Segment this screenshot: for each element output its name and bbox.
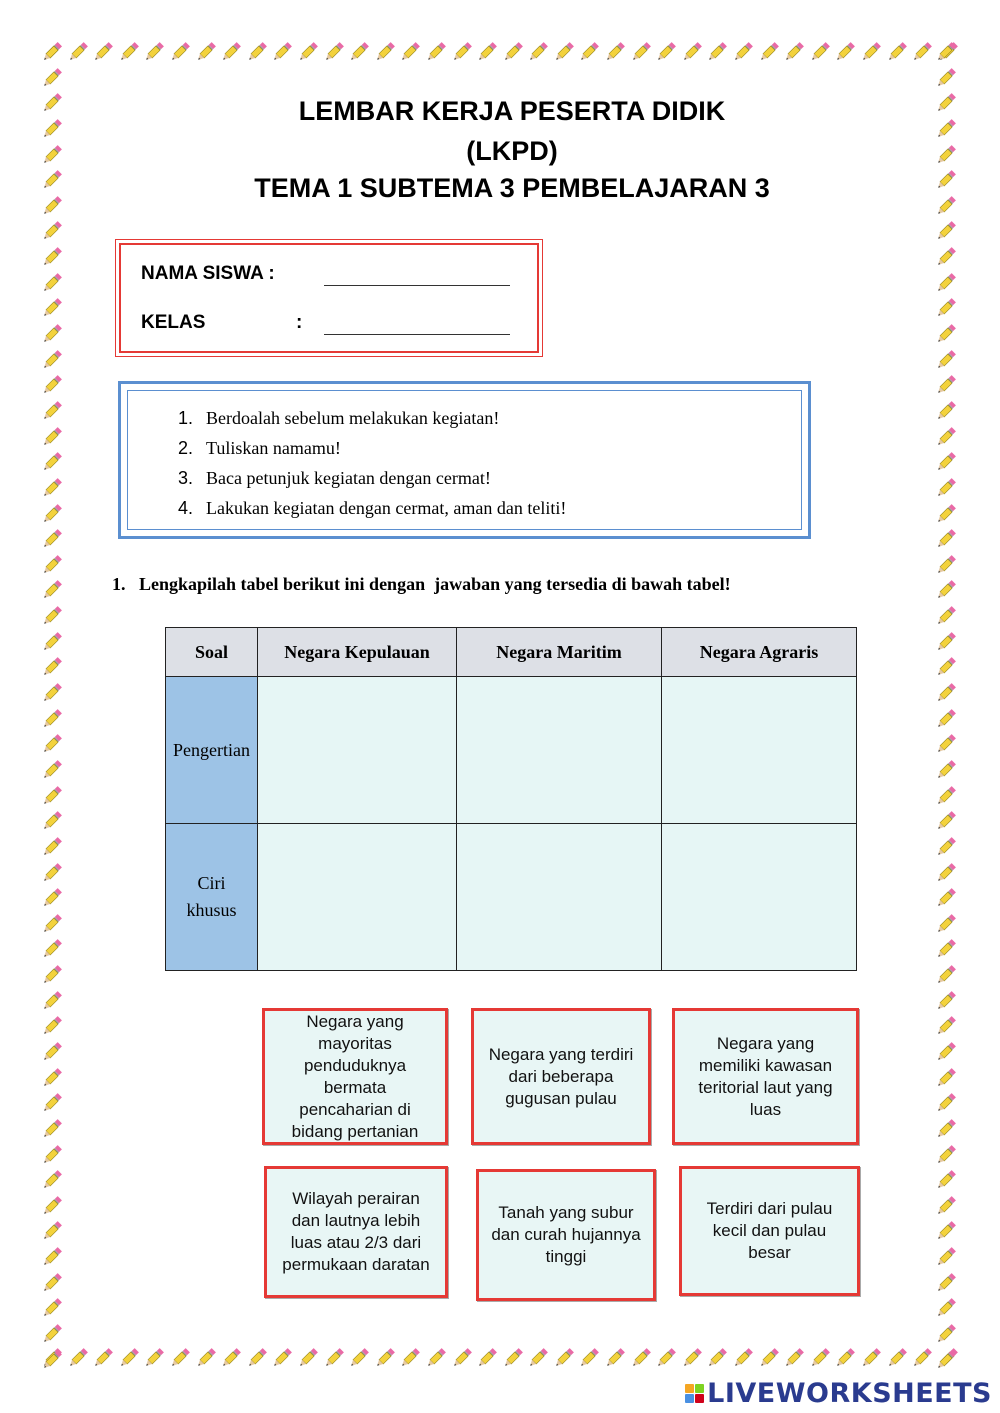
pencil-icon — [680, 40, 704, 64]
brand-name: LIVEWORKSHEETS — [707, 1378, 992, 1409]
pencil-icon — [934, 630, 958, 654]
pencil-icon — [270, 1346, 294, 1370]
pencil-icon — [373, 1346, 397, 1370]
name-answer-line[interactable] — [324, 285, 510, 286]
drop-zone-maritim-ciri[interactable] — [457, 824, 662, 971]
pencil-icon — [194, 40, 218, 64]
pencil-icon — [219, 40, 243, 64]
pencil-icon — [934, 937, 958, 961]
pencil-icon — [296, 40, 320, 64]
pencil-icon — [40, 681, 64, 705]
pencil-icon — [40, 527, 64, 551]
pencil-icon — [168, 1346, 192, 1370]
pencil-icon — [40, 1168, 64, 1192]
pencil-icon — [808, 40, 832, 64]
pencil-icon — [577, 1346, 601, 1370]
pencil-icon — [91, 40, 115, 64]
pencil-icon — [501, 1346, 525, 1370]
row-label-khusus: khusus — [186, 900, 237, 920]
pencil-icon — [40, 245, 64, 269]
pencil-icon — [501, 40, 525, 64]
pencil-icon — [40, 784, 64, 808]
pencil-icon — [782, 1346, 806, 1370]
pencil-icon — [40, 963, 64, 987]
answer-card-kepulauan-ciri[interactable]: Terdiri dari pulau kecil dan pulau besar — [679, 1166, 860, 1296]
pencil-icon — [833, 1346, 857, 1370]
pencil-icon — [934, 373, 958, 397]
pencil-icon — [705, 1346, 729, 1370]
pencil-icon — [322, 40, 346, 64]
pencil-icon — [40, 1194, 64, 1218]
question-text: 1. Lengkapilah tabel berikut ini dengan jawaban yang tersedia di bawah tabel! — [112, 574, 731, 594]
pencil-icon — [373, 40, 397, 64]
header-negara-kepulauan: Negara Kepulauan — [258, 628, 457, 677]
pencil-icon — [347, 1346, 371, 1370]
pencil-icon — [731, 1346, 755, 1370]
pencil-icon — [934, 784, 958, 808]
answer-card-maritim-ciri[interactable]: Wilayah perairan dan lautnya lebih luas atau 2/3 dari permukaan daratan — [264, 1166, 448, 1298]
pencil-border-left — [40, 40, 66, 1372]
pencil-icon — [680, 1346, 704, 1370]
pencil-icon — [934, 1168, 958, 1192]
pencil-icon — [40, 1066, 64, 1090]
pencil-icon — [757, 1346, 781, 1370]
drop-zone-kepulauan-pengertian[interactable] — [258, 677, 457, 824]
pencil-icon — [934, 219, 958, 243]
instructions-box — [118, 381, 811, 539]
title-line-3: TEMA 1 SUBTEMA 3 PEMBELAJARAN 3 — [254, 173, 770, 203]
pencil-icon — [885, 40, 909, 64]
pencil-icon — [117, 40, 141, 64]
header-soal: Soal — [166, 628, 258, 677]
pencil-icon — [245, 40, 269, 64]
answer-card-maritim-pengertian[interactable]: Negara yang memiliki kawasan teritorial laut yang luas — [672, 1008, 859, 1145]
pencil-icon — [40, 348, 64, 372]
pencil-icon — [40, 1117, 64, 1141]
pencil-icon — [934, 861, 958, 885]
pencil-icon — [40, 1040, 64, 1064]
title-line-2: (LKPD) — [466, 136, 558, 166]
pencil-icon — [40, 40, 64, 64]
pencil-icon — [731, 40, 755, 64]
pencil-icon — [40, 1091, 64, 1115]
pencil-icon — [322, 1346, 346, 1370]
pencil-icon — [934, 835, 958, 859]
pencil-icon — [40, 1296, 64, 1320]
name-label: NAMA SISWA : — [141, 263, 275, 284]
pencil-icon — [91, 1346, 115, 1370]
pencil-icon — [40, 809, 64, 833]
pencil-icon — [219, 1346, 243, 1370]
pencil-border-top — [40, 40, 960, 66]
pencil-icon — [885, 1346, 909, 1370]
pencil-icon — [934, 732, 958, 756]
pencil-icon — [424, 1346, 448, 1370]
pencil-icon — [450, 40, 474, 64]
pencil-icon — [934, 476, 958, 500]
pencil-icon — [603, 1346, 627, 1370]
pencil-icon — [40, 937, 64, 961]
pencil-icon — [424, 40, 448, 64]
pencil-icon — [629, 1346, 653, 1370]
pencil-icon — [934, 655, 958, 679]
class-answer-line[interactable] — [324, 334, 510, 335]
pencil-icon — [934, 604, 958, 628]
pencil-icon — [245, 1346, 269, 1370]
pencil-icon — [934, 758, 958, 782]
pencil-icon — [40, 1014, 64, 1038]
pencil-icon — [40, 1322, 64, 1346]
pencil-icon — [934, 425, 958, 449]
pencil-icon — [934, 578, 958, 602]
pencil-icon — [934, 1219, 958, 1243]
pencil-icon — [934, 886, 958, 910]
answer-card-kepulauan-pengertian[interactable]: Negara yang terdiri dari beberapa gugusan pulau — [471, 1008, 651, 1145]
pencil-icon — [142, 40, 166, 64]
pencil-icon — [526, 40, 550, 64]
pencil-icon — [450, 1346, 474, 1370]
pencil-icon — [934, 1143, 958, 1167]
pencil-icon — [66, 1346, 90, 1370]
pencil-icon — [934, 245, 958, 269]
liveworksheets-logo[interactable] — [685, 1378, 992, 1409]
pencil-icon — [934, 681, 958, 705]
pencil-icon — [934, 40, 958, 64]
pencil-icon — [934, 1245, 958, 1269]
pencil-icon — [40, 476, 64, 500]
answer-table — [165, 627, 857, 971]
pencil-icon — [934, 1296, 958, 1320]
pencil-icon — [910, 40, 934, 64]
pencil-icon — [934, 348, 958, 372]
pencil-icon — [934, 66, 958, 90]
pencil-icon — [577, 40, 601, 64]
pencil-icon — [782, 40, 806, 64]
pencil-icon — [40, 630, 64, 654]
pencil-icon — [40, 502, 64, 526]
pencil-icon — [934, 1117, 958, 1141]
pencil-icon — [934, 912, 958, 936]
header-negara-agraris: Negara Agraris — [662, 628, 857, 677]
pencil-icon — [194, 1346, 218, 1370]
pencil-icon — [270, 40, 294, 64]
table-row — [166, 824, 857, 971]
pencil-icon — [603, 40, 627, 64]
pencil-icon — [296, 1346, 320, 1370]
pencil-icon — [117, 1346, 141, 1370]
pencil-icon — [934, 1066, 958, 1090]
instruction-item: 1. Berdoalah sebelum melakukan kegiatan! — [178, 408, 500, 428]
pencil-icon — [40, 1245, 64, 1269]
instruction-item: 4. Lakukan kegiatan dengan cermat, aman dan teliti! — [178, 498, 567, 518]
table-row — [166, 677, 857, 824]
pencil-icon — [526, 1346, 550, 1370]
answer-card-agraris-ciri[interactable]: Tanah yang subur dan curah hujannya tinggi — [476, 1169, 656, 1301]
pencil-icon — [40, 861, 64, 885]
pencil-icon — [757, 40, 781, 64]
pencil-icon — [40, 219, 64, 243]
pencil-icon — [40, 425, 64, 449]
pencil-icon — [40, 604, 64, 628]
pencil-icon — [934, 707, 958, 731]
pencil-icon — [40, 1271, 64, 1295]
pencil-icon — [833, 40, 857, 64]
row-label-ciri: Ciri — [197, 873, 226, 893]
pencil-icon — [40, 578, 64, 602]
pencil-icon — [40, 707, 64, 731]
pencil-icon — [934, 1348, 958, 1372]
pencil-icon — [654, 1346, 678, 1370]
pencil-icon — [398, 1346, 422, 1370]
pencil-icon — [168, 40, 192, 64]
pencil-icon — [40, 553, 64, 577]
pencil-icon — [40, 835, 64, 859]
pencil-icon — [934, 527, 958, 551]
pencil-icon — [934, 553, 958, 577]
pencil-icon — [934, 989, 958, 1013]
pencil-icon — [934, 271, 958, 295]
pencil-icon — [654, 40, 678, 64]
drop-zone-agraris-pengertian[interactable] — [662, 677, 857, 824]
liveworksheets-icon — [685, 1384, 704, 1403]
pencil-icon — [934, 399, 958, 423]
pencil-icon — [40, 886, 64, 910]
pencil-icon — [934, 1322, 958, 1346]
pencil-icon — [142, 1346, 166, 1370]
pencil-icon — [934, 809, 958, 833]
pencil-icon — [40, 732, 64, 756]
instruction-item: 2. Tuliskan namamu! — [178, 438, 341, 458]
pencil-icon — [629, 40, 653, 64]
pencil-border-bottom — [40, 1346, 960, 1372]
pencil-icon — [475, 40, 499, 64]
pencil-icon — [40, 373, 64, 397]
pencil-icon — [934, 1040, 958, 1064]
pencil-icon — [40, 66, 64, 90]
pencil-icon — [808, 1346, 832, 1370]
title-line-1: LEMBAR KERJA PESERTA DIDIK — [298, 96, 726, 126]
pencil-icon — [40, 1143, 64, 1167]
row-label-ciri-khusus — [166, 824, 258, 971]
pencil-icon — [475, 1346, 499, 1370]
table-header-row — [166, 628, 857, 677]
pencil-icon — [910, 1346, 934, 1370]
header-negara-maritim: Negara Maritim — [457, 628, 662, 677]
instructions-list — [178, 403, 566, 523]
pencil-icon — [705, 40, 729, 64]
instruction-item: 3. Baca petunjuk kegiatan dengan cermat! — [178, 468, 491, 488]
pencil-icon — [934, 1194, 958, 1218]
pencil-icon — [398, 40, 422, 64]
pencil-icon — [40, 399, 64, 423]
pencil-icon — [934, 1014, 958, 1038]
drop-zone-maritim-pengertian[interactable] — [457, 677, 662, 824]
pencil-icon — [66, 40, 90, 64]
drop-zone-kepulauan-ciri[interactable] — [258, 824, 457, 971]
pencil-icon — [40, 271, 64, 295]
drop-zone-agraris-ciri[interactable] — [662, 824, 857, 971]
row-label-pengertian: Pengertian — [166, 677, 258, 824]
class-label: KELAS — [141, 312, 206, 333]
pencil-icon — [859, 1346, 883, 1370]
pencil-icon — [40, 450, 64, 474]
pencil-icon — [40, 912, 64, 936]
pencil-icon — [934, 1091, 958, 1115]
student-info-box — [119, 243, 539, 353]
pencil-icon — [552, 40, 576, 64]
pencil-icon — [40, 322, 64, 346]
pencil-icon — [552, 1346, 576, 1370]
pencil-icon — [859, 40, 883, 64]
pencil-icon — [40, 655, 64, 679]
pencil-icon — [40, 296, 64, 320]
pencil-border-right — [934, 40, 960, 1372]
pencil-icon — [934, 296, 958, 320]
pencil-icon — [40, 758, 64, 782]
pencil-icon — [40, 1219, 64, 1243]
pencil-icon — [40, 1348, 64, 1372]
pencil-icon — [934, 450, 958, 474]
pencil-icon — [934, 322, 958, 346]
pencil-icon — [40, 989, 64, 1013]
class-colon: : — [296, 312, 303, 333]
pencil-icon — [934, 963, 958, 987]
answer-card-agraris-pengertian[interactable]: Negara yang mayoritas penduduknya bermata pencaharian di bidang pertanian — [262, 1008, 448, 1145]
pencil-icon — [347, 40, 371, 64]
pencil-icon — [934, 1271, 958, 1295]
pencil-icon — [934, 502, 958, 526]
